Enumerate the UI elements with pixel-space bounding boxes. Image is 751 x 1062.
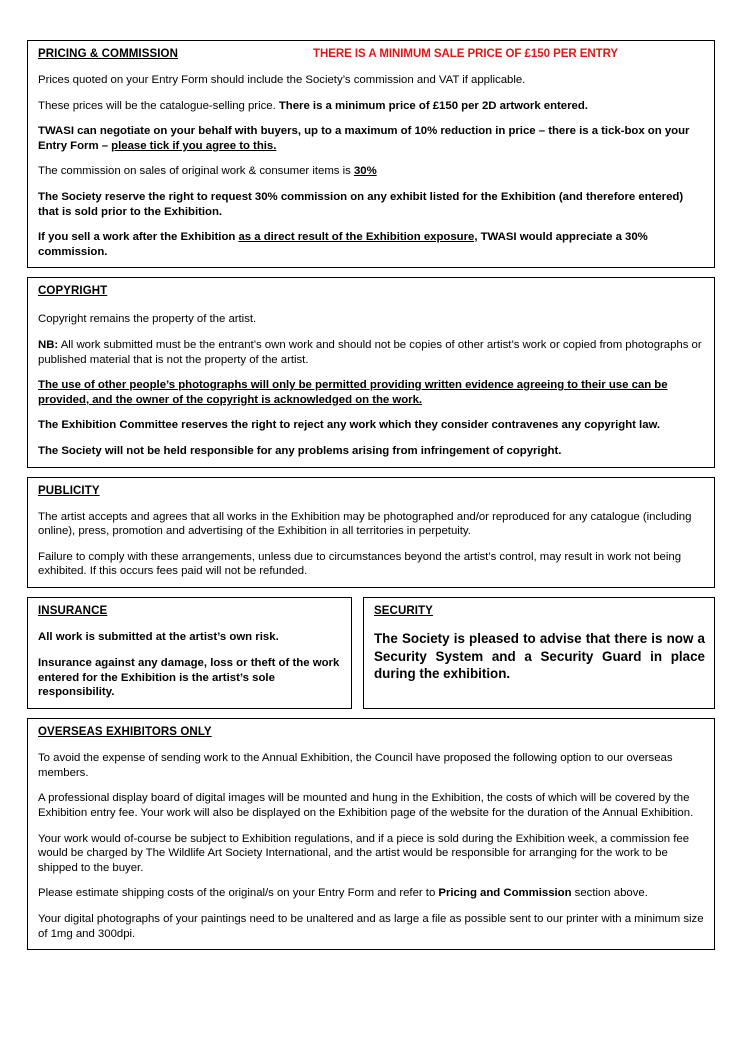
overseas-p4-bold-ref: Pricing and Commission	[438, 887, 572, 900]
spacer	[38, 153, 705, 164]
section-title-security: SECURITY	[374, 604, 433, 617]
spacer	[38, 179, 705, 190]
pricing-paragraph-6	[38, 230, 705, 259]
pricing-paragraph-4	[38, 164, 705, 179]
security-paragraph-1: The Society is pleased to advise that there is now a Security System and a Security Guard in place during the exhibition.	[374, 630, 705, 682]
pricing-header-row	[38, 48, 705, 60]
pricing-p3-bold: TWASI can negotiate on your behalf with buyers, up to a maximum of 10% reduction in price – there is a tick-box on your Entry Form –	[38, 125, 690, 152]
section-publicity	[27, 477, 715, 588]
copyright-paragraph-3	[38, 378, 705, 407]
spacer	[38, 219, 705, 230]
security-header-row	[374, 605, 705, 617]
insurance-paragraph-1: All work is submitted at the artist’s own risk.	[38, 630, 279, 643]
publicity-paragraph-2: Failure to comply with these arrangements, unless due to circumstances beyond the artist’s control, may result in work not being exhibited. If this occurs fees paid will not be refunded.	[38, 550, 682, 578]
insurance-header-row	[38, 605, 342, 617]
spacer	[38, 297, 705, 312]
insurance-security-row	[27, 597, 715, 709]
copyright-nb-label: NB:	[38, 338, 59, 351]
section-copyright	[27, 277, 715, 467]
spacer	[38, 645, 342, 656]
spacer	[38, 780, 705, 791]
overseas-paragraph-4	[38, 886, 705, 901]
copyright-p3-bold-underline: The use of other people’s photographs will only be permitted providing written evidence agreeing to their use can be provided, and the owner of the copyright is acknowledged on the work.	[38, 379, 668, 406]
spacer	[38, 738, 705, 751]
section-overseas-exhibitors	[27, 718, 715, 950]
insurance-paragraph-2: Insurance against any damage, loss or theft of the work entered for the Exhibition is the artist’s sole responsibility.	[38, 656, 340, 699]
pricing-p6-bold-a: If you sell a work after the Exhibition	[38, 231, 239, 244]
section-title-copyright: COPYRIGHT	[38, 285, 108, 298]
section-title-publicity: PUBLICITY	[38, 484, 100, 497]
section-pricing-commission	[27, 40, 715, 268]
spacer	[38, 88, 705, 99]
pricing-p6-bold-b: TWASI would appreciate a 30% commission.	[38, 231, 648, 258]
section-title-pricing: PRICING & COMMISSION	[38, 48, 179, 60]
overseas-paragraph-1: To avoid the expense of sending work to the Annual Exhibition, the Council have proposed the following option to our overseas members.	[38, 752, 673, 779]
copyright-paragraph-1: Copyright remains the property of the artist.	[38, 313, 257, 326]
minimum-sale-price-notice: THERE IS A MINIMUM SALE PRICE OF £150 PER ENTRY	[313, 48, 619, 60]
spacer	[38, 617, 342, 630]
copyright-paragraph-2	[38, 338, 705, 367]
spacer	[38, 60, 705, 73]
pricing-p5-bold: The Society reserve the right to request 30% commission on any exhibit listed for the Exhibition (and therefore entered) that is sold prior to the Exhibition.	[38, 190, 684, 218]
pricing-paragraph-1: Prices quoted on your Entry Form should include the Society’s commission and VAT if applicable.	[38, 74, 526, 86]
overseas-p4-b: section above.	[571, 887, 648, 900]
pricing-p4-plain: The commission on sales of original work & consumer items is	[38, 165, 354, 178]
pricing-paragraph-3	[38, 124, 705, 153]
spacer	[38, 821, 705, 832]
copyright-p5-bold: The Society will not be held responsible for any problems arising from infringement of copyright.	[38, 444, 562, 457]
spacer	[38, 433, 705, 444]
overseas-header-row	[38, 726, 705, 738]
pricing-paragraph-5	[38, 190, 705, 219]
copyright-paragraph-5	[38, 444, 705, 459]
section-security	[363, 597, 715, 709]
publicity-paragraph-1: The artist accepts and agrees that all works in the Exhibition may be photographed and/or reproduced for any catalogue (including online), press, promotion and advertising of the Exhibition in all territories in perpetuity.	[38, 510, 692, 538]
copyright-p4-bold: The Exhibition Committee reserves the right to reject any work which they consider contravenes any copyright law.	[38, 419, 661, 432]
overseas-p4-a: Please estimate shipping costs of the original/s on your Entry Form and refer to	[38, 887, 439, 900]
pricing-p6-bold-underline: as a direct result of the Exhibition exposure,	[238, 231, 478, 244]
pricing-p3-bold-underline: please tick if you agree to this.	[111, 139, 277, 152]
spacer	[374, 617, 705, 630]
pricing-p2-bold: There is a minimum price of £150 per 2D artwork entered.	[278, 99, 588, 112]
spacer	[38, 497, 705, 510]
pricing-p2-plain: These prices will be the catalogue-selling price.	[38, 99, 279, 112]
copyright-header-row	[38, 285, 705, 297]
spacer	[38, 901, 705, 912]
copyright-p2-plain: All work submitted must be the entrant’s own work and should not be copies of other artist’s work or copied from photographs or published material that is not the property of the artist.	[38, 338, 702, 366]
spacer	[38, 327, 705, 338]
spacer	[38, 539, 705, 550]
section-title-insurance: INSURANCE	[38, 604, 108, 617]
overseas-paragraph-2: A professional display board of digital images will be mounted and hung in the Exhibition, the costs of which will be covered by the Exhibition entry fee. Your work will also be displayed on the Exhibition page of the website for the duration of the Annual Exhibition.	[38, 792, 694, 819]
overseas-paragraph-3: Your work would of-course be subject to Exhibition regulations, and if a piece is sold during the Exhibition week, a commission fee would be charged by The Wildlife Art Society International, and the artist would be responsible for arranging for the work to be shipped to the buyer.	[38, 832, 690, 874]
overseas-paragraph-5: Your digital photographs of your paintings need to be unaltered and as large a file as possible sent to our printer with a minimum size of 1mg and 300dpi.	[38, 912, 704, 940]
pricing-commission-rate: 30%	[353, 165, 377, 178]
spacer	[38, 875, 705, 886]
spacer	[38, 367, 705, 378]
publicity-header-row	[38, 485, 705, 497]
spacer	[38, 407, 705, 418]
section-insurance	[27, 597, 352, 709]
section-title-overseas: OVERSEAS EXHIBITORS ONLY	[38, 726, 212, 739]
pricing-paragraph-2	[38, 99, 705, 114]
spacer	[38, 113, 705, 124]
copyright-paragraph-4	[38, 418, 705, 433]
